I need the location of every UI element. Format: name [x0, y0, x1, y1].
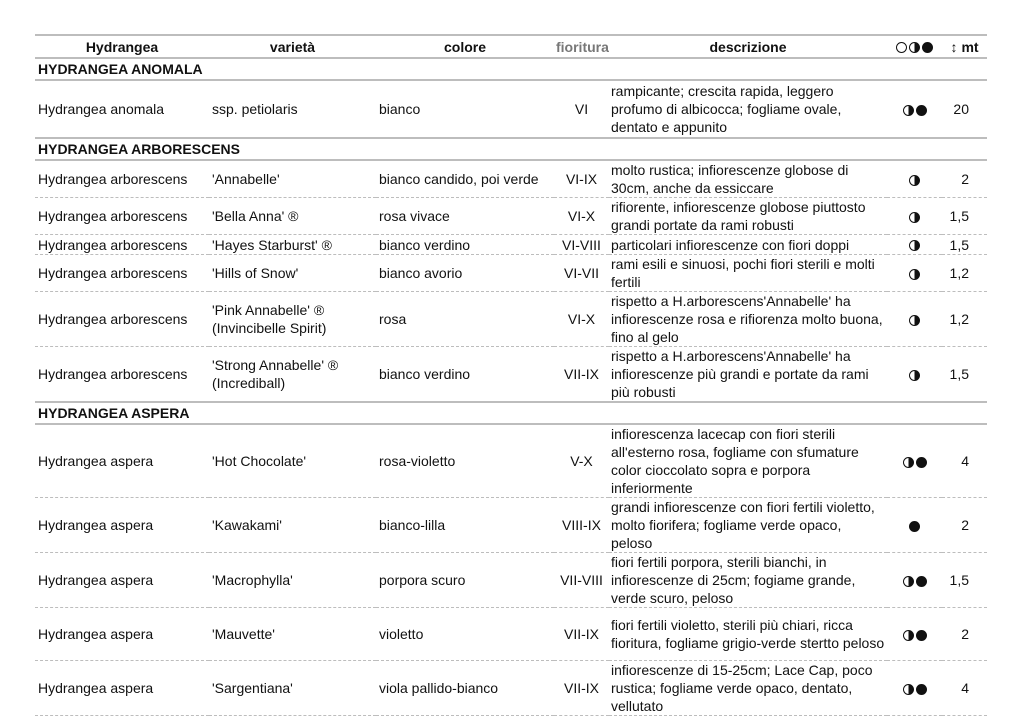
table-row: [35, 661, 987, 716]
cell-altezza: 1,5: [942, 553, 987, 608]
section-row: [35, 138, 987, 160]
cell-altezza: 1,5: [942, 347, 987, 403]
sun-half-icon: [909, 212, 920, 223]
table-row: [35, 255, 987, 292]
cell-name: Hydrangea arborescens: [35, 160, 209, 198]
exposure-icons: [909, 269, 920, 280]
cell-name: Hydrangea arborescens: [35, 235, 209, 255]
table-row: [35, 553, 987, 608]
cell-varieta: 'Hot Chocolate': [209, 424, 376, 498]
cell-name: Hydrangea aspera: [35, 608, 209, 661]
exposure-icons: [909, 212, 920, 223]
height-arrow-icon: ↕: [950, 38, 958, 55]
sun-half-icon: [903, 630, 914, 641]
exposure-icons: [903, 457, 927, 468]
cell-varieta: 'Pink Annabelle' ® (Invincibelle Spirit): [209, 292, 376, 347]
exposure-icons: [903, 576, 927, 587]
sun-half-icon: [903, 457, 914, 468]
cell-fioritura: VII-IX: [554, 661, 609, 716]
cell-exposure: [887, 80, 942, 138]
exposure-icons: [909, 315, 920, 326]
sun-full-icon: [909, 521, 920, 532]
table-row: [35, 160, 987, 198]
cell-fioritura: VI-X: [554, 198, 609, 235]
section-title: HYDRANGEA ANOMALA: [35, 58, 987, 80]
section-row: [35, 402, 987, 424]
header-height-label: mt: [961, 38, 979, 55]
table-row: [35, 347, 987, 403]
cell-colore: rosa: [376, 292, 554, 347]
sun-half-icon: [909, 175, 920, 186]
cell-colore: viola pallido-bianco: [376, 661, 554, 716]
cell-name: Hydrangea arborescens: [35, 292, 209, 347]
cell-exposure: [887, 661, 942, 716]
cell-descrizione: grandi infiorescenze con fiori fertili violetto, molto fiorifera; fogliame verde opaco, peloso: [609, 498, 887, 553]
sun-full-icon: [916, 105, 927, 116]
section-title: HYDRANGEA ASPERA: [35, 402, 987, 424]
sun-full-icon: [916, 457, 927, 468]
cell-altezza: 1,2: [942, 255, 987, 292]
header-descrizione: descrizione: [609, 35, 887, 58]
cell-colore: rosa vivace: [376, 198, 554, 235]
header-hydrangea: Hydrangea: [35, 35, 209, 58]
cell-descrizione: infiorescenze di 15-25cm; Lace Cap, poco rustica; fogliame verde opaco, dentato, vellutato: [609, 661, 887, 716]
cell-altezza: 4: [942, 424, 987, 498]
section-row: [35, 58, 987, 80]
exposure-icons: [903, 105, 927, 116]
cell-fioritura: VI-IX: [554, 160, 609, 198]
sun-full-icon: [916, 684, 927, 695]
cell-altezza: 1,5: [942, 198, 987, 235]
cell-altezza: 20: [942, 80, 987, 138]
cell-descrizione: rispetto a H.arborescens'Annabelle' ha infiorescenze rosa e rifiorenza molto buona, fino al gelo: [609, 292, 887, 347]
exposure-icons: [909, 240, 920, 251]
cell-colore: violetto: [376, 608, 554, 661]
cell-exposure: [887, 347, 942, 403]
cell-fioritura: VII-IX: [554, 608, 609, 661]
cell-varieta: 'Macrophylla': [209, 553, 376, 608]
sun-half-icon: [909, 42, 920, 53]
cell-varieta: 'Hayes Starburst' ®: [209, 235, 376, 255]
cell-exposure: [887, 235, 942, 255]
cell-exposure: [887, 160, 942, 198]
cell-varieta: 'Strong Annabelle' ® (Incrediball): [209, 347, 376, 403]
cell-colore: bianco verdino: [376, 347, 554, 403]
cell-fioritura: VII-IX: [554, 347, 609, 403]
cell-fioritura: VI-VII: [554, 255, 609, 292]
cell-fioritura: VIII-IX: [554, 498, 609, 553]
cell-altezza: 1,5: [942, 235, 987, 255]
cell-exposure: [887, 553, 942, 608]
cell-fioritura: VI-X: [554, 292, 609, 347]
header-height: [942, 35, 987, 58]
sun-full-icon: [916, 630, 927, 641]
table-row: [35, 424, 987, 498]
cell-fioritura: VII-VIII: [554, 553, 609, 608]
exposure-icons: [903, 684, 927, 695]
cell-name: Hydrangea aspera: [35, 661, 209, 716]
cell-name: Hydrangea arborescens: [35, 347, 209, 403]
table-body: [35, 58, 987, 716]
exposure-icons: [909, 175, 920, 186]
exposure-icons: [896, 42, 933, 53]
cell-varieta: 'Hills of Snow': [209, 255, 376, 292]
cell-name: Hydrangea aspera: [35, 424, 209, 498]
cell-colore: bianco-lilla: [376, 498, 554, 553]
cell-descrizione: fiori fertili porpora, sterili bianchi, in infiorescenze di 25cm; fogiame grande, verde scuro, peloso: [609, 553, 887, 608]
cell-colore: bianco candido, poi verde: [376, 160, 554, 198]
table-row: [35, 198, 987, 235]
table-row: [35, 80, 987, 138]
sun-empty-icon: [896, 42, 907, 53]
cell-exposure: [887, 498, 942, 553]
cell-name: Hydrangea arborescens: [35, 255, 209, 292]
cell-altezza: 4: [942, 661, 987, 716]
cell-name: Hydrangea anomala: [35, 80, 209, 138]
cell-varieta: 'Sargentiana': [209, 661, 376, 716]
cell-name: Hydrangea arborescens: [35, 198, 209, 235]
cell-name: Hydrangea aspera: [35, 553, 209, 608]
sun-half-icon: [909, 315, 920, 326]
cell-fioritura: VI-VIII: [554, 235, 609, 255]
section-title: HYDRANGEA ARBORESCENS: [35, 138, 987, 160]
cell-altezza: 2: [942, 160, 987, 198]
exposure-icons: [909, 370, 920, 381]
header-row: [35, 35, 987, 58]
sun-half-icon: [903, 684, 914, 695]
cell-exposure: [887, 424, 942, 498]
cell-varieta: 'Mauvette': [209, 608, 376, 661]
cell-descrizione: rami esili e sinuosi, pochi fiori sterili e molti fertili: [609, 255, 887, 292]
cell-exposure: [887, 198, 942, 235]
cell-fioritura: VI: [554, 80, 609, 138]
cell-altezza: 2: [942, 608, 987, 661]
sun-half-icon: [909, 240, 920, 251]
cell-varieta: ssp. petiolaris: [209, 80, 376, 138]
cell-colore: rosa-violetto: [376, 424, 554, 498]
table-row: [35, 292, 987, 347]
cell-exposure: [887, 292, 942, 347]
cell-colore: bianco verdino: [376, 235, 554, 255]
cell-colore: porpora scuro: [376, 553, 554, 608]
header-colore: colore: [376, 35, 554, 58]
header-exposure: [887, 35, 942, 58]
cell-altezza: 1,2: [942, 292, 987, 347]
cell-descrizione: particolari infiorescenze con fiori doppi: [609, 235, 887, 255]
sun-full-icon: [922, 42, 933, 53]
cell-varieta: 'Annabelle': [209, 160, 376, 198]
cell-descrizione: rifiorente, infiorescenze globose piuttosto grandi portate da rami robusti: [609, 198, 887, 235]
table-row: [35, 608, 987, 661]
sun-half-icon: [903, 576, 914, 587]
cell-varieta: 'Kawakami': [209, 498, 376, 553]
cell-descrizione: molto rustica; infiorescenze globose di 30cm, anche da essiccare: [609, 160, 887, 198]
exposure-icons: [909, 521, 920, 532]
table-row: [35, 498, 987, 553]
cell-name: Hydrangea aspera: [35, 498, 209, 553]
table-row: [35, 235, 987, 255]
sun-half-icon: [909, 269, 920, 280]
header-fioritura: fioritura: [554, 35, 609, 58]
exposure-icons: [903, 630, 927, 641]
sun-half-icon: [909, 370, 920, 381]
cell-descrizione: infiorescenza lacecap con fiori sterili all'esterno rosa, fogliame con sfumature color cioccolato sopra e porpora inferiormente: [609, 424, 887, 498]
cell-exposure: [887, 255, 942, 292]
cell-altezza: 2: [942, 498, 987, 553]
cell-exposure: [887, 608, 942, 661]
cell-colore: bianco: [376, 80, 554, 138]
cell-varieta: 'Bella Anna' ®: [209, 198, 376, 235]
sun-full-icon: [916, 576, 927, 587]
sun-half-icon: [903, 105, 914, 116]
header-varieta: varietà: [209, 35, 376, 58]
cell-colore: bianco avorio: [376, 255, 554, 292]
cell-descrizione: fiori fertili violetto, sterili più chiari, ricca fioritura, fogliame grigio-verde stertto peloso: [609, 608, 887, 661]
cell-fioritura: V-X: [554, 424, 609, 498]
hydrangea-table: [35, 34, 987, 716]
cell-descrizione: rispetto a H.arborescens'Annabelle' ha infiorescenze più grandi e portate da rami più robusti: [609, 347, 887, 403]
cell-descrizione: rampicante; crescita rapida, leggero profumo di albicocca; fogliame ovale, dentato e appunito: [609, 80, 887, 138]
